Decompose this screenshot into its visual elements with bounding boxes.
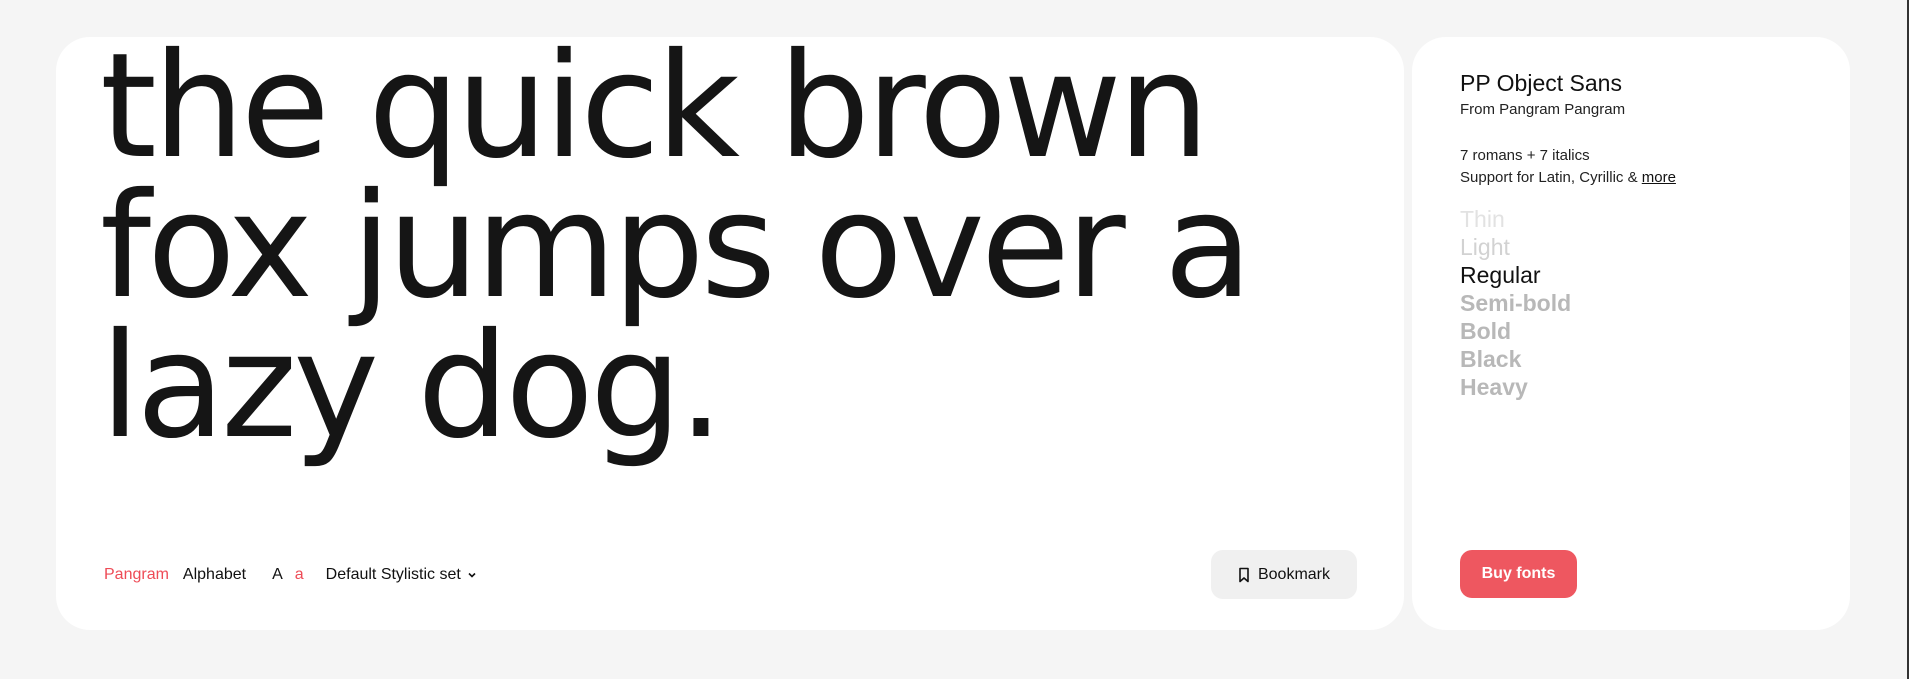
specimen-text[interactable]: the quick brown fox jumps over a lazy dog.	[100, 22, 1249, 471]
weight-list	[1460, 205, 1571, 401]
chevron-down-icon	[467, 570, 477, 580]
weight-light[interactable]: Light	[1460, 234, 1510, 260]
bookmark-icon	[1238, 567, 1250, 583]
foundry-name: From Pangram Pangram	[1460, 101, 1626, 118]
uppercase-toggle[interactable]: A	[272, 566, 283, 583]
bookmark-button[interactable]	[1211, 550, 1357, 599]
weight-black[interactable]: Black	[1460, 346, 1522, 372]
bookmark-label: Bookmark	[1257, 565, 1331, 583]
specimen-controls	[104, 563, 477, 587]
language-support	[1460, 169, 1676, 186]
lowercase-toggle[interactable]: a	[294, 566, 304, 583]
more-languages-link[interactable]: more	[1641, 169, 1676, 186]
weight-thin[interactable]: Thin	[1460, 206, 1505, 232]
weight-heavy[interactable]: Heavy	[1460, 374, 1528, 400]
pangram-tab[interactable]: Pangram	[104, 566, 169, 583]
stylistic-set-label: Default Stylistic set	[325, 566, 461, 583]
styles-count: 7 romans + 7 italics	[1460, 147, 1590, 164]
weight-semi-bold[interactable]: Semi-bold	[1460, 290, 1572, 316]
weight-regular[interactable]: Regular	[1460, 262, 1541, 288]
buy-fonts-button[interactable]: Buy fonts	[1460, 550, 1577, 598]
alphabet-tab[interactable]: Alphabet	[182, 566, 247, 583]
language-support-text: Support for Latin, Cyrillic &	[1460, 169, 1638, 186]
stylistic-set-dropdown[interactable]	[326, 566, 477, 584]
font-name: PP Object Sans	[1460, 70, 1622, 96]
specimen-card	[56, 22, 1404, 630]
weight-bold[interactable]: Bold	[1460, 318, 1512, 344]
font-info-card	[1412, 37, 1850, 630]
